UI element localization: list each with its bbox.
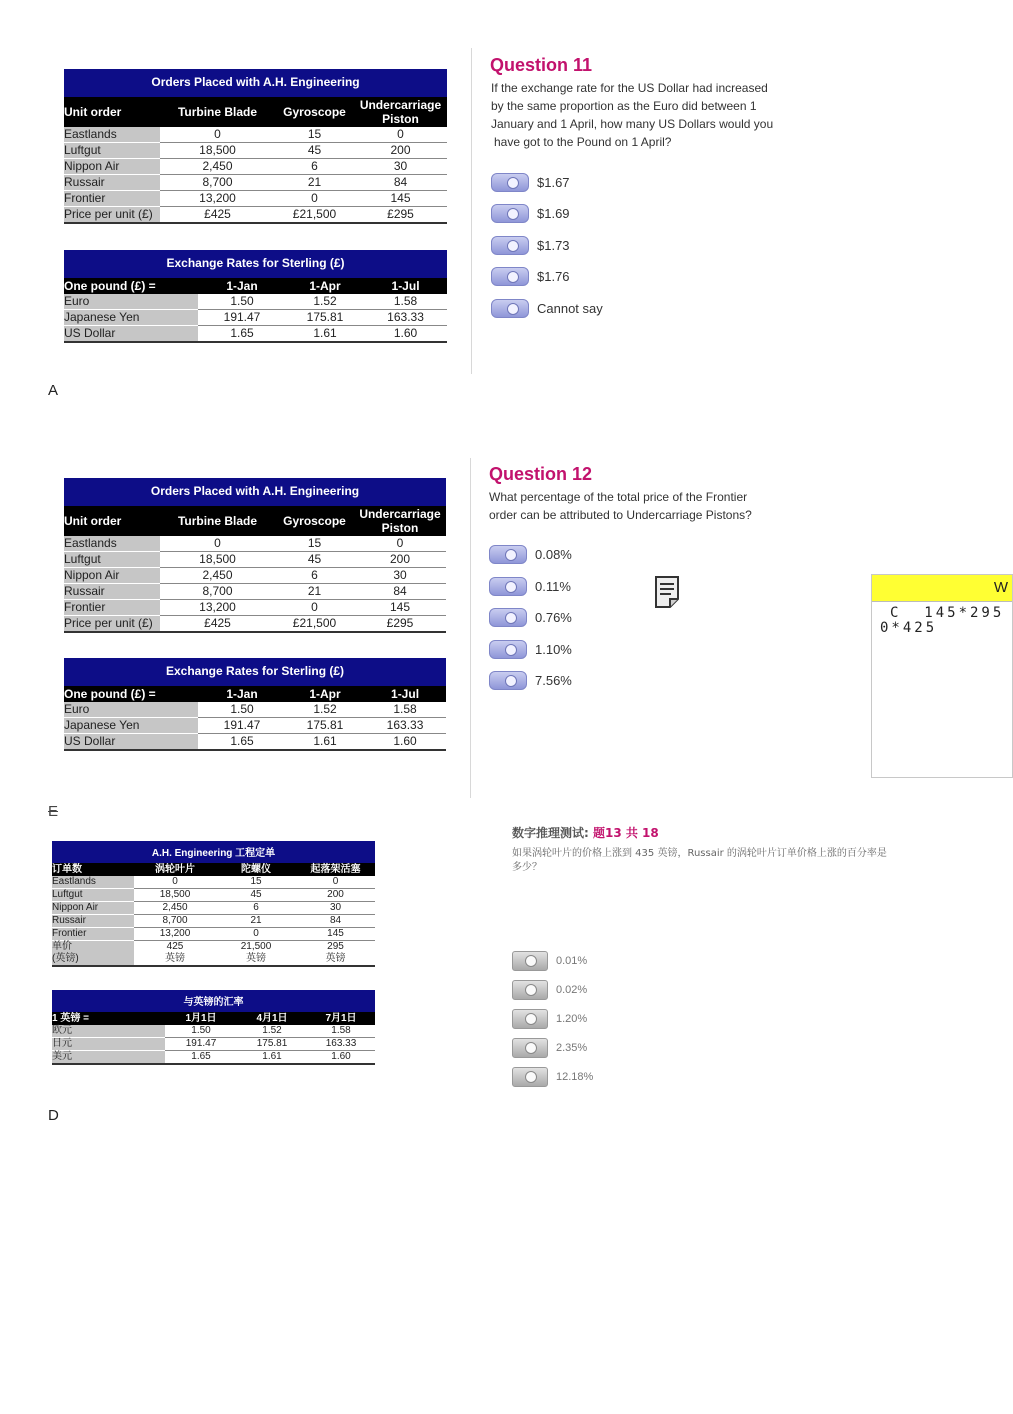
option-label: 0.76% <box>535 610 572 625</box>
row-label: Price per unit (£) <box>64 616 160 633</box>
table-row <box>64 536 446 552</box>
option-label: 0.02% <box>556 984 588 996</box>
table-title: 与英镑的汇率 <box>52 990 375 1011</box>
note-body[interactable] <box>872 602 1012 640</box>
table-row <box>52 915 375 928</box>
table-cell: 191.47 <box>165 1038 237 1051</box>
table-cell: 1.58 <box>364 702 446 718</box>
table-cell: 6 <box>275 568 354 584</box>
exchange-table <box>64 658 446 751</box>
question-11-title: Question 11 <box>490 55 593 75</box>
table-cell: 175.81 <box>237 1038 307 1051</box>
table-cell: 200 <box>354 552 446 568</box>
table-cell: 0 <box>275 191 354 207</box>
table-title-row <box>52 841 375 862</box>
table-row <box>64 326 447 343</box>
table-cell: 15 <box>275 127 354 143</box>
option-label: 0.01% <box>556 955 588 967</box>
zh-option-3[interactable] <box>512 1009 587 1029</box>
column-header: Turbine Blade <box>160 96 275 128</box>
zh-question-title <box>512 824 659 841</box>
column-header: 1-Jan <box>198 685 286 703</box>
row-label: Japanese Yen <box>64 310 198 326</box>
question-text-line: If the exchange rate for the US Dollar had increased <box>491 81 768 95</box>
radio-button-icon[interactable] <box>491 299 529 318</box>
table-row <box>64 584 446 600</box>
radio-button-icon[interactable] <box>491 173 529 192</box>
row-label: Euro <box>64 294 198 310</box>
row-label: Japanese Yen <box>64 718 198 734</box>
table-cell: £425 <box>160 207 275 224</box>
row-label: Russair <box>52 915 134 928</box>
note-popup[interactable] <box>871 574 1013 778</box>
column-header: 1-Apr <box>286 277 364 295</box>
zh-option-4[interactable] <box>512 1038 587 1058</box>
note-line: C 145*295 <box>890 605 1005 621</box>
table-cell: 0 <box>354 127 447 143</box>
table-cell: 21 <box>275 584 354 600</box>
table-title: Orders Placed with A.H. Engineering <box>64 478 446 505</box>
table-cell: 1.50 <box>165 1025 237 1038</box>
table-row <box>52 1025 375 1038</box>
option-label: 7.56% <box>535 673 572 688</box>
table-cell: 1.52 <box>286 702 364 718</box>
table-cell: £425 <box>160 616 275 633</box>
question-11-text <box>491 79 811 151</box>
table-cell: 6 <box>216 902 296 915</box>
table-cell: 145 <box>354 600 446 616</box>
table-title: A.H. Engineering 工程定单 <box>52 841 375 862</box>
table-cell: £21,500 <box>275 207 354 224</box>
zh-title-prefix: 数字推理测试: <box>512 826 593 840</box>
table-cell: 175.81 <box>286 310 364 326</box>
row-label: Luftgut <box>64 552 160 568</box>
table-row <box>52 1038 375 1051</box>
table-row <box>64 702 446 718</box>
column-header: Unit order <box>64 505 160 537</box>
row-label: Russair <box>64 175 160 191</box>
row-label: 单价 (英镑) <box>52 941 134 967</box>
table-header-row <box>52 1011 375 1025</box>
radio-button-icon[interactable] <box>491 236 529 255</box>
section-letter-d: D <box>48 1107 59 1124</box>
table-row <box>64 159 447 175</box>
column-header: 1月1日 <box>165 1011 237 1025</box>
table-cell: 1.52 <box>237 1025 307 1038</box>
column-header: 1-Jul <box>364 685 446 703</box>
table-cell: 45 <box>216 889 296 902</box>
column-header: 7月1日 <box>307 1011 375 1025</box>
table-row <box>64 294 447 310</box>
question-12-text <box>489 488 809 524</box>
table-row <box>52 928 375 941</box>
table-cell: 1.60 <box>364 326 447 343</box>
table-cell: 30 <box>354 159 447 175</box>
divider <box>471 48 472 374</box>
row-label: Frontier <box>64 191 160 207</box>
table-cell: 1.50 <box>198 702 286 718</box>
table-row <box>64 207 447 224</box>
row-label: Frontier <box>52 928 134 941</box>
row-label: Price per unit (£) <box>64 207 160 224</box>
table-cell: 1.60 <box>364 734 446 751</box>
zh-option-2[interactable] <box>512 980 587 1000</box>
section-letter-e: E <box>48 803 59 820</box>
column-header: 4月1日 <box>237 1011 307 1025</box>
table-cell: 45 <box>275 552 354 568</box>
table-row <box>64 600 446 616</box>
radio-button-icon[interactable] <box>512 1038 548 1058</box>
table-cell: 1.65 <box>198 326 286 343</box>
radio-button-icon[interactable] <box>489 671 527 690</box>
section-letter-a: A <box>48 382 59 399</box>
column-header: 起落架活塞 <box>296 862 375 876</box>
table-row <box>64 143 447 159</box>
q12-option-3[interactable] <box>489 608 572 627</box>
radio-button-icon[interactable] <box>489 608 527 627</box>
column-header: Gyroscope <box>275 96 354 128</box>
q11-option-3[interactable] <box>491 236 570 255</box>
zh-question-text: 如果涡轮叶片的价格上涨到 435 英镑，Russair 的涡轮叶片订单价格上涨的百分率是多少？ <box>512 848 887 873</box>
table-cell: 21,500 英镑 <box>216 941 296 967</box>
q11-option-1[interactable] <box>491 173 570 192</box>
row-label: Luftgut <box>64 143 160 159</box>
column-header: One pound (£) = <box>64 685 198 703</box>
column-header: 1 英镑 = <box>52 1011 165 1025</box>
zh-option-5[interactable] <box>512 1067 593 1087</box>
zh-orders-table-wrap <box>52 841 375 967</box>
table-header-row <box>64 685 446 703</box>
table-cell: 2,450 <box>160 568 275 584</box>
table-cell: 84 <box>354 584 446 600</box>
option-label: $1.73 <box>537 238 570 253</box>
table-cell: 8,700 <box>160 175 275 191</box>
table-cell: 84 <box>296 915 375 928</box>
table-cell: £295 <box>354 207 447 224</box>
table-header-row <box>52 862 375 876</box>
radio-button-icon[interactable] <box>512 951 548 971</box>
row-label: 日元 <box>52 1038 165 1051</box>
orders-table-a-wrap <box>64 69 447 224</box>
exchange-table-b-wrap <box>64 658 446 751</box>
row-label: Frontier <box>64 600 160 616</box>
column-header: 1-Jan <box>198 277 286 295</box>
orders-table-b-wrap <box>64 478 446 633</box>
question-text-line: order can be attributed to Undercarriage Pistons? <box>489 508 752 522</box>
table-cell: 200 <box>296 889 375 902</box>
column-header: Turbine Blade <box>160 505 275 537</box>
row-label: Luftgut <box>52 889 134 902</box>
table-cell: 425 英镑 <box>134 941 216 967</box>
column-header: 涡轮叶片 <box>134 862 216 876</box>
table-row <box>52 902 375 915</box>
table-cell: 84 <box>354 175 447 191</box>
table-title-row <box>64 658 446 685</box>
table-cell: 8,700 <box>134 915 216 928</box>
column-header: One pound (£) = <box>64 277 198 295</box>
table-cell: 21 <box>275 175 354 191</box>
table-cell: 1.58 <box>364 294 447 310</box>
table-cell: 6 <box>275 159 354 175</box>
table-row <box>52 1051 375 1065</box>
table-cell: 18,500 <box>160 552 275 568</box>
table-cell: 145 <box>296 928 375 941</box>
radio-button-icon[interactable] <box>512 980 548 1000</box>
table-cell: 295 英镑 <box>296 941 375 967</box>
table-row <box>64 718 446 734</box>
row-label: US Dollar <box>64 734 198 751</box>
table-title: Orders Placed with A.H. Engineering <box>64 69 447 96</box>
table-row <box>52 876 375 889</box>
table-cell: 30 <box>354 568 446 584</box>
q11-option-4[interactable] <box>491 267 570 286</box>
table-cell: 18,500 <box>134 889 216 902</box>
row-label: Nippon Air <box>64 568 160 584</box>
table-cell: 175.81 <box>286 718 364 734</box>
option-label: 0.11% <box>535 579 571 594</box>
table-cell: 13,200 <box>134 928 216 941</box>
question-text-line: What percentage of the total price of the Frontier <box>489 490 748 504</box>
row-label: 美元 <box>52 1051 165 1065</box>
table-cell: 18,500 <box>160 143 275 159</box>
exchange-table <box>64 250 447 343</box>
row-label: Russair <box>64 584 160 600</box>
table-cell: 1.61 <box>286 734 364 751</box>
table-header-row <box>64 96 447 128</box>
column-header: Undercarriage Piston <box>354 96 447 128</box>
table-title: Exchange Rates for Sterling (£) <box>64 250 447 277</box>
q12-option-5[interactable] <box>489 671 572 690</box>
column-header: 1-Apr <box>286 685 364 703</box>
option-label: 0.08% <box>535 547 572 562</box>
note-icon[interactable] <box>653 575 681 613</box>
option-label: $1.69 <box>537 206 570 221</box>
radio-button-icon[interactable] <box>489 577 527 596</box>
table-title-row <box>64 250 447 277</box>
option-label: 1.20% <box>556 1013 588 1025</box>
question-text-line: January and 1 April, how many US Dollars would you <box>491 117 774 131</box>
table-cell: 191.47 <box>198 718 286 734</box>
table-cell: 0 <box>160 127 275 143</box>
table-cell: 191.47 <box>198 310 286 326</box>
column-header: Gyroscope <box>275 505 354 537</box>
question-text-line: have got to the Pound on 1 April? <box>494 135 672 149</box>
zh-exchange-table-wrap <box>52 990 375 1065</box>
q12-option-1[interactable] <box>489 545 572 564</box>
orders-table <box>64 69 447 224</box>
table-row <box>64 734 446 751</box>
table-header-row <box>64 505 446 537</box>
table-cell: 1.61 <box>237 1051 307 1065</box>
table-cell: 1.65 <box>198 734 286 751</box>
row-label: Nippon Air <box>64 159 160 175</box>
table-header-row <box>64 277 447 295</box>
q12-option-4[interactable] <box>489 640 572 659</box>
option-label: $1.67 <box>537 175 570 190</box>
table-cell: 200 <box>354 143 447 159</box>
table-cell: 1.61 <box>286 326 364 343</box>
table-row <box>64 175 447 191</box>
table-row <box>64 616 446 633</box>
row-label: Eastlands <box>64 127 160 143</box>
question-12-title: Question 12 <box>489 464 593 484</box>
table-cell: 0 <box>160 536 275 552</box>
table-cell: 1.60 <box>307 1051 375 1065</box>
table-cell: 2,450 <box>134 902 216 915</box>
note-line: 0*425 <box>880 620 938 636</box>
zh-orders-table <box>52 841 375 967</box>
exchange-table-a-wrap <box>64 250 447 343</box>
table-row <box>64 127 447 143</box>
column-header: Undercarriage Piston <box>354 505 446 537</box>
table-cell: 2,450 <box>160 159 275 175</box>
question-text-line: by the same proportion as the Euro did between 1 <box>491 99 757 113</box>
radio-button-icon[interactable] <box>489 640 527 659</box>
table-cell: 21 <box>216 915 296 928</box>
row-label: 欧元 <box>52 1025 165 1038</box>
radio-button-icon[interactable] <box>489 545 527 564</box>
table-cell: £21,500 <box>275 616 354 633</box>
column-header: 订单数 <box>52 862 134 876</box>
option-label: $1.76 <box>537 269 570 284</box>
table-cell: 13,200 <box>160 191 275 207</box>
table-title-row <box>52 990 375 1011</box>
table-cell: 1.65 <box>165 1051 237 1065</box>
table-cell: 0 <box>134 876 216 889</box>
divider <box>470 458 471 798</box>
table-row <box>52 889 375 902</box>
table-cell: 15 <box>275 536 354 552</box>
table-cell: 163.33 <box>364 310 447 326</box>
zh-option-1[interactable] <box>512 951 587 971</box>
table-cell: 0 <box>216 928 296 941</box>
zh-title-count: 题13 共 18 <box>592 826 659 840</box>
table-row <box>64 191 447 207</box>
table-row <box>52 941 375 967</box>
column-header: 1-Jul <box>364 277 447 295</box>
note-header: W <box>872 575 1012 602</box>
option-label: 2.35% <box>556 1042 588 1054</box>
table-title-row <box>64 478 446 505</box>
table-cell: 15 <box>216 876 296 889</box>
table-cell: 13,200 <box>160 600 275 616</box>
option-label: 12.18% <box>556 1071 594 1083</box>
table-cell: 145 <box>354 191 447 207</box>
table-title-row <box>64 69 447 96</box>
table-row <box>64 310 447 326</box>
radio-button-icon[interactable] <box>512 1009 548 1029</box>
table-cell: 1.58 <box>307 1025 375 1038</box>
row-label: US Dollar <box>64 326 198 343</box>
row-label: Eastlands <box>52 876 134 889</box>
table-row <box>64 568 446 584</box>
column-header: 陀螺仪 <box>216 862 296 876</box>
q11-option-2[interactable] <box>491 204 570 223</box>
table-cell: 163.33 <box>307 1038 375 1051</box>
table-cell: 1.52 <box>286 294 364 310</box>
zh-exchange-table <box>52 990 375 1065</box>
radio-button-icon[interactable] <box>491 204 529 223</box>
option-label: 1.10% <box>535 642 572 657</box>
row-label: Eastlands <box>64 536 160 552</box>
row-label: Euro <box>64 702 198 718</box>
q11-option-5[interactable] <box>491 299 603 318</box>
table-cell: £295 <box>354 616 446 633</box>
table-cell: 45 <box>275 143 354 159</box>
orders-table <box>64 478 446 633</box>
q12-option-2[interactable] <box>489 577 571 596</box>
table-title: Exchange Rates for Sterling (£) <box>64 658 446 685</box>
table-cell: 1.50 <box>198 294 286 310</box>
radio-button-icon[interactable] <box>512 1067 548 1087</box>
table-cell: 8,700 <box>160 584 275 600</box>
option-label: Cannot say <box>537 301 603 316</box>
column-header: Unit order <box>64 96 160 128</box>
row-label: Nippon Air <box>52 902 134 915</box>
table-cell: 30 <box>296 902 375 915</box>
table-cell: 0 <box>275 600 354 616</box>
table-row <box>64 552 446 568</box>
radio-button-icon[interactable] <box>491 267 529 286</box>
table-cell: 0 <box>296 876 375 889</box>
table-cell: 0 <box>354 536 446 552</box>
table-cell: 163.33 <box>364 718 446 734</box>
